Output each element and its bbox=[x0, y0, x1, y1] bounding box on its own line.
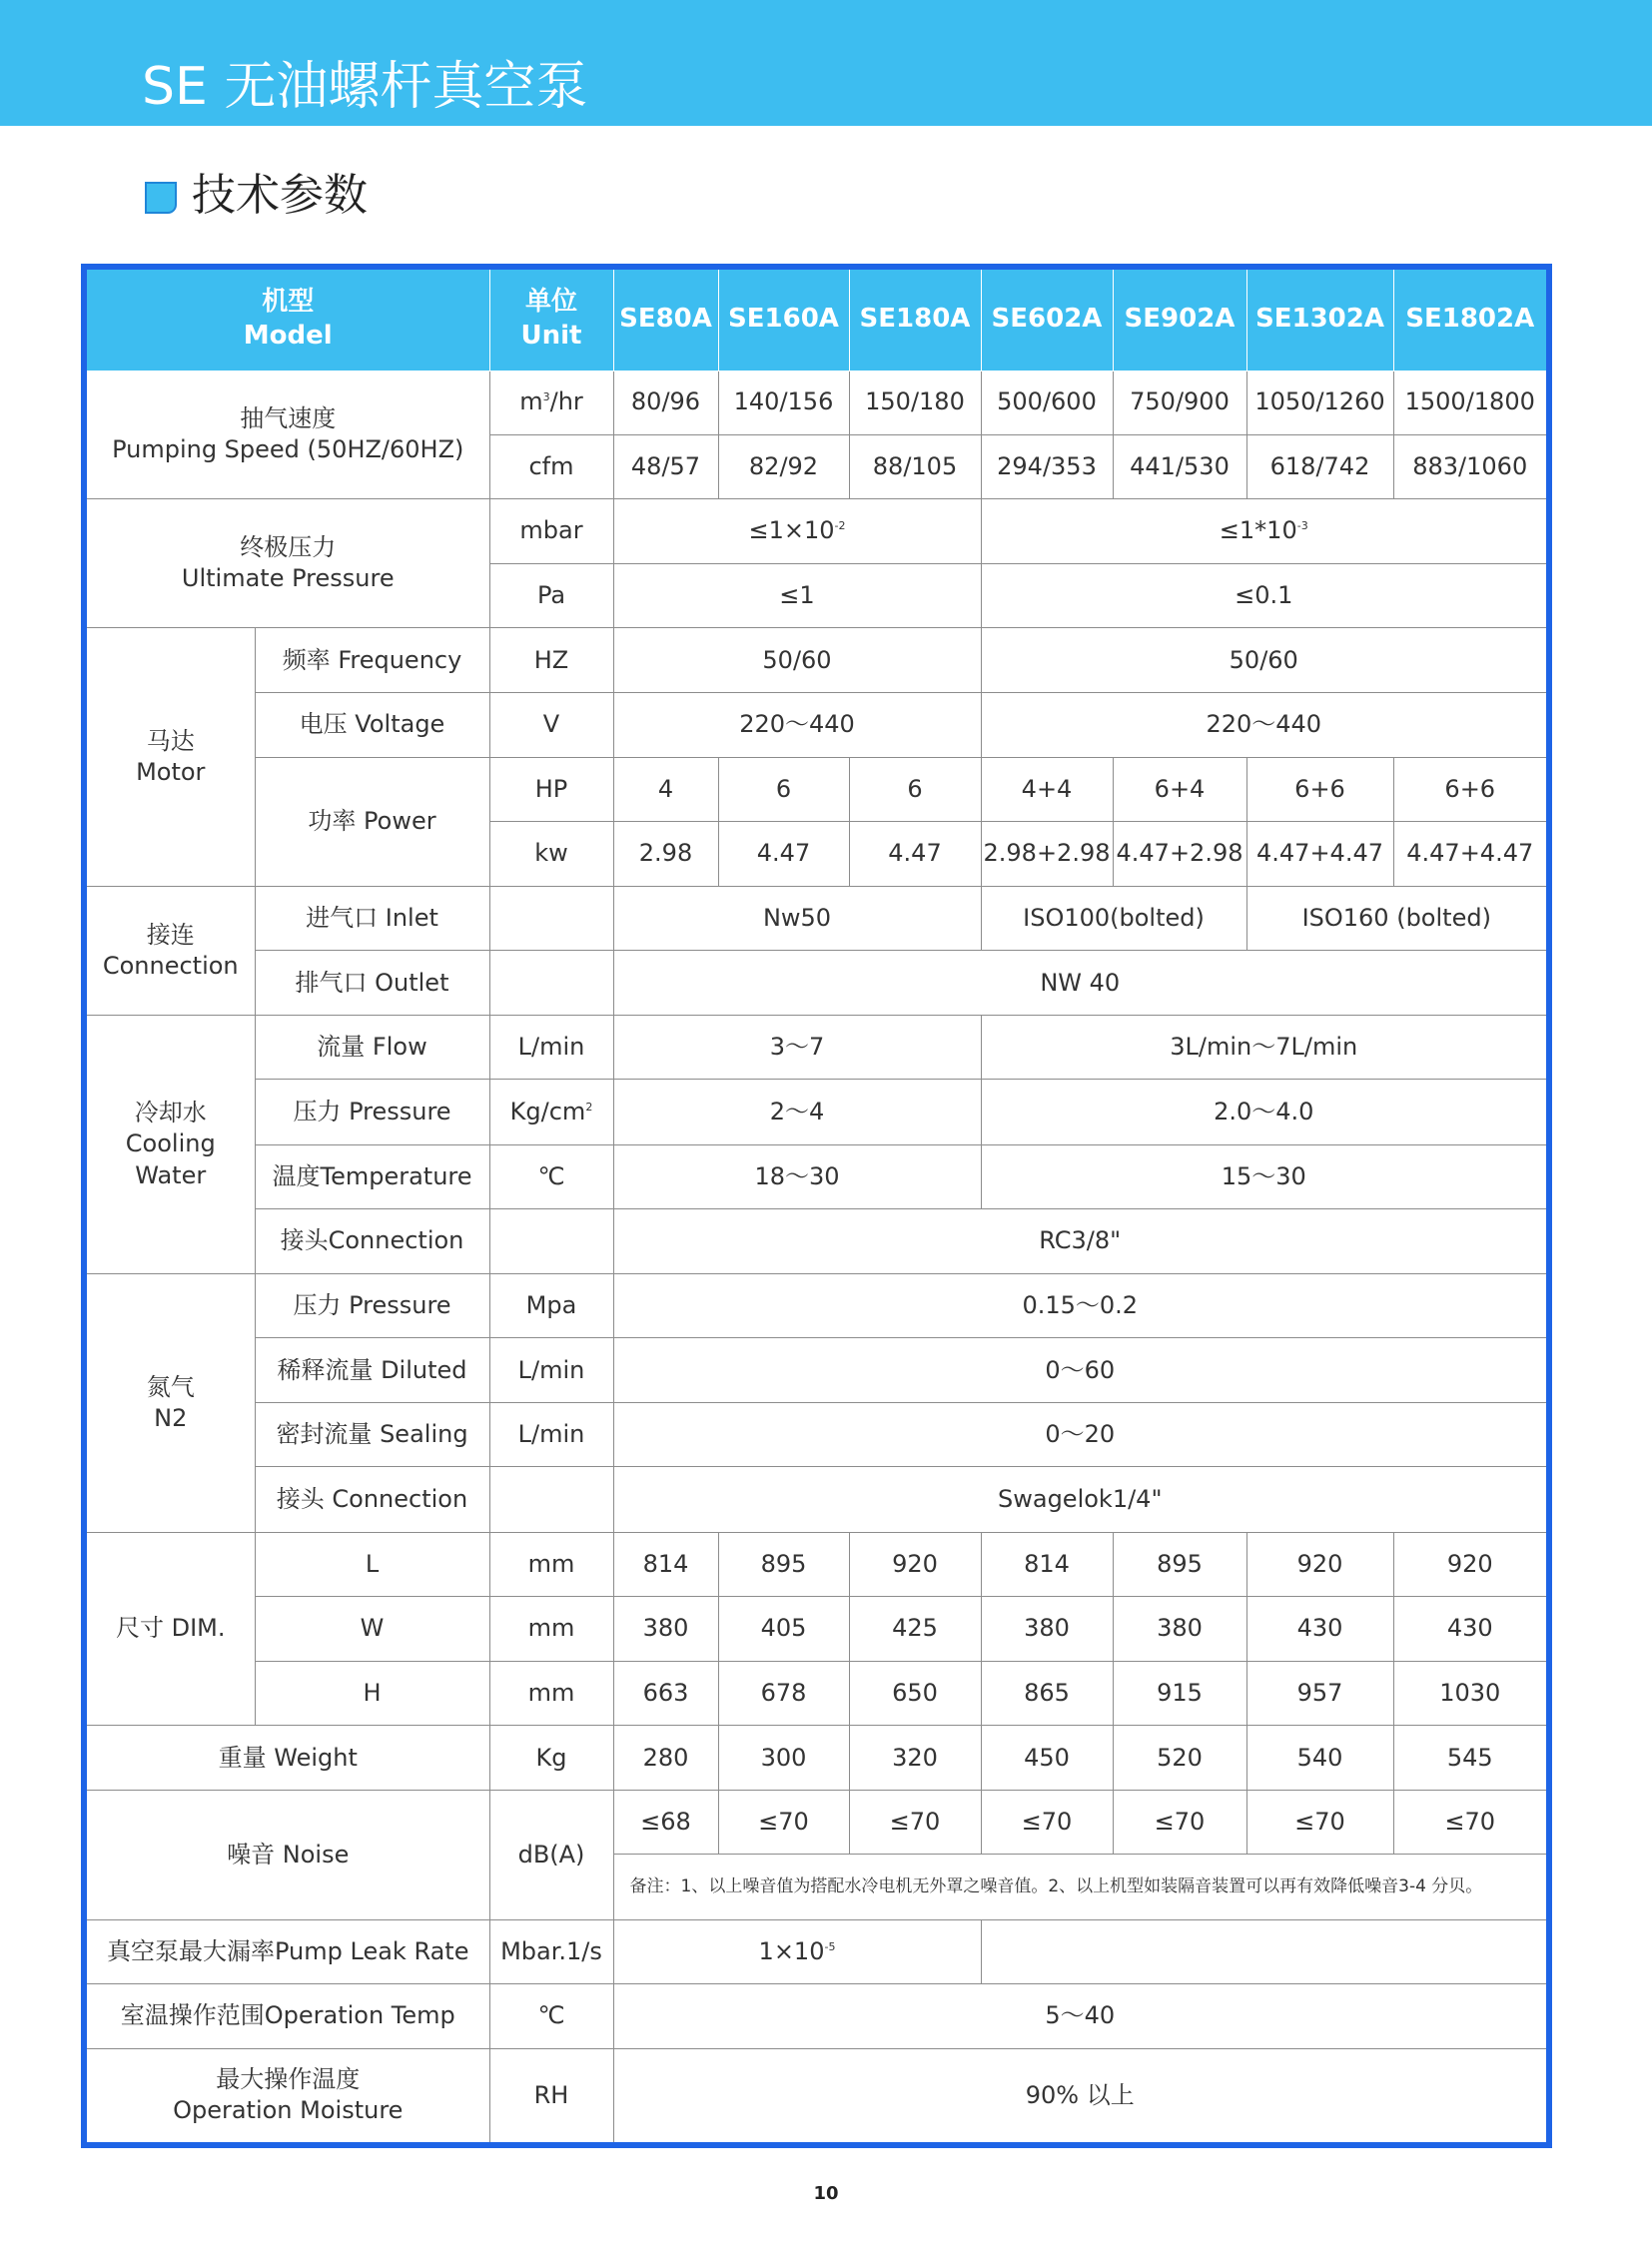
value-cell: 4+4 bbox=[981, 757, 1113, 821]
value-cell: 650 bbox=[849, 1661, 981, 1725]
value-cell: ≤1 bbox=[613, 564, 981, 628]
table-row bbox=[84, 1467, 1549, 1532]
value-cell: 915 bbox=[1113, 1661, 1246, 1725]
table-row bbox=[84, 1338, 1549, 1403]
value-cell: 2.98 bbox=[613, 821, 718, 886]
value-cell: 4.47 bbox=[718, 821, 849, 886]
row-label: 抽气速度 Pumping Speed (50HZ/60HZ) bbox=[84, 371, 489, 498]
row-label: 进气口 Inlet bbox=[255, 886, 489, 950]
value-cell: 814 bbox=[613, 1532, 718, 1596]
value-cell: 441/530 bbox=[1113, 434, 1246, 498]
value-cell: $\le 1*10^{-3}$ bbox=[981, 498, 1549, 563]
model-header: 机型 Model bbox=[84, 267, 489, 371]
value-cell: $\le 1\times 10^{-2}$ bbox=[613, 498, 981, 563]
value-cell: ≤70 bbox=[1246, 1791, 1393, 1855]
row-label: 压力 Pressure bbox=[255, 1273, 489, 1337]
value-cell: ≤70 bbox=[1113, 1791, 1246, 1855]
value-cell: ≤0.1 bbox=[981, 564, 1549, 628]
group-label: 氮气 N2 bbox=[84, 1273, 255, 1532]
unit-cell bbox=[489, 1208, 613, 1273]
value-cell: 4.47+2.98 bbox=[1113, 821, 1246, 886]
unit-cell: $m^3/hr$ bbox=[489, 371, 613, 434]
group-label: 马达 Motor bbox=[84, 628, 255, 887]
value-cell: 920 bbox=[1246, 1532, 1393, 1596]
value-cell: 140/156 bbox=[718, 371, 849, 434]
unit-cell: $Kg/cm^2$ bbox=[489, 1080, 613, 1144]
row-label: 电压 Voltage bbox=[255, 693, 489, 757]
table-row bbox=[84, 1661, 1549, 1725]
value-cell: 280 bbox=[613, 1726, 718, 1791]
value-cell: 80/96 bbox=[613, 371, 718, 434]
value-cell: ≤68 bbox=[613, 1791, 718, 1855]
value-cell: 2.0～4.0 bbox=[981, 1080, 1549, 1144]
value-cell: 3L/min～7L/min bbox=[981, 1016, 1549, 1080]
unit-cell bbox=[489, 886, 613, 950]
table-row bbox=[84, 1273, 1549, 1337]
unit-cell: mbar bbox=[489, 498, 613, 563]
value-cell: 15～30 bbox=[981, 1144, 1549, 1208]
value-cell: 430 bbox=[1246, 1596, 1393, 1661]
unit-cell: mm bbox=[489, 1532, 613, 1596]
unit-cell: mm bbox=[489, 1596, 613, 1661]
unit-cell: Mpa bbox=[489, 1273, 613, 1337]
value-cell: 618/742 bbox=[1246, 434, 1393, 498]
model-col-header: SE180A bbox=[849, 267, 981, 371]
value-cell: 380 bbox=[1113, 1596, 1246, 1661]
value-cell: 90% 以上 bbox=[613, 2048, 1549, 2145]
table-row bbox=[84, 1919, 1549, 1983]
value-cell: 18～30 bbox=[613, 1144, 981, 1208]
section-square-icon bbox=[145, 182, 177, 214]
table-row bbox=[84, 628, 1549, 693]
table-row bbox=[84, 1208, 1549, 1273]
value-cell: 220～440 bbox=[613, 693, 981, 757]
table-row bbox=[84, 951, 1549, 1016]
unit-cell: dB(A) bbox=[489, 1791, 613, 1919]
value-cell: ≤70 bbox=[1393, 1791, 1549, 1855]
row-label: W bbox=[255, 1596, 489, 1661]
row-label: 最大操作温度 Operation Moisture bbox=[84, 2048, 489, 2145]
value-cell: 1500/1800 bbox=[1393, 371, 1549, 434]
table-row bbox=[84, 886, 1549, 950]
unit-cell: L/min bbox=[489, 1016, 613, 1080]
value-cell: 0.15～0.2 bbox=[613, 1273, 1549, 1337]
section-title: 技术参数 bbox=[192, 170, 368, 221]
value-cell: 50/60 bbox=[613, 628, 981, 693]
unit-cell: ℃ bbox=[489, 1983, 613, 2048]
value-cell: ISO160 (bolted) bbox=[1246, 886, 1549, 950]
table-row bbox=[84, 371, 1549, 434]
value-cell: 450 bbox=[981, 1726, 1113, 1791]
value-cell: 300 bbox=[718, 1726, 849, 1791]
page-title: SE 无油螺杆真空泵 bbox=[142, 57, 588, 117]
value-cell: 294/353 bbox=[981, 434, 1113, 498]
value-cell: Swagelok1/4" bbox=[613, 1467, 1549, 1532]
unit-cell: L/min bbox=[489, 1403, 613, 1467]
noise-note: 备注：1、以上噪音值为搭配水冷电机无外罩之噪音值。2、以上机型如装隔音装置可以再有效降低噪音3-4 分贝。 bbox=[613, 1855, 1549, 1919]
row-label: 排气口 Outlet bbox=[255, 951, 489, 1016]
value-cell: 883/1060 bbox=[1393, 434, 1549, 498]
value-cell: 50/60 bbox=[981, 628, 1549, 693]
unit-cell: ℃ bbox=[489, 1144, 613, 1208]
unit-cell: L/min bbox=[489, 1338, 613, 1403]
row-label: L bbox=[255, 1532, 489, 1596]
unit-cell: Kg bbox=[489, 1726, 613, 1791]
value-cell: 895 bbox=[718, 1532, 849, 1596]
value-cell: 0～60 bbox=[613, 1338, 1549, 1403]
value-cell: 82/92 bbox=[718, 434, 849, 498]
value-cell: 6+4 bbox=[1113, 757, 1246, 821]
value-cell: ≤70 bbox=[718, 1791, 849, 1855]
value-cell: 320 bbox=[849, 1726, 981, 1791]
value-cell: 1050/1260 bbox=[1246, 371, 1393, 434]
unit-cell: HP bbox=[489, 757, 613, 821]
value-cell: 865 bbox=[981, 1661, 1113, 1725]
table-row bbox=[84, 1596, 1549, 1661]
unit-header: 单位 Unit bbox=[489, 267, 613, 371]
header-banner bbox=[0, 0, 1652, 126]
model-col-header: SE902A bbox=[1113, 267, 1246, 371]
unit-cell bbox=[489, 1467, 613, 1532]
value-cell: 1030 bbox=[1393, 1661, 1549, 1725]
table-row bbox=[84, 1983, 1549, 2048]
unit-cell: RH bbox=[489, 2048, 613, 2145]
spec-table bbox=[81, 264, 1552, 2148]
page-number: 10 bbox=[813, 2183, 839, 2204]
value-cell: 4.47 bbox=[849, 821, 981, 886]
unit-cell bbox=[489, 951, 613, 1016]
value-cell: RC3/8" bbox=[613, 1208, 1549, 1273]
row-label: 接头 Connection bbox=[255, 1467, 489, 1532]
value-cell: 895 bbox=[1113, 1532, 1246, 1596]
row-label: 压力 Pressure bbox=[255, 1080, 489, 1144]
header-row bbox=[84, 267, 1549, 371]
unit-cell: HZ bbox=[489, 628, 613, 693]
value-cell: 405 bbox=[718, 1596, 849, 1661]
value-cell: 4.47+4.47 bbox=[1393, 821, 1549, 886]
value-cell: 4.47+4.47 bbox=[1246, 821, 1393, 886]
value-cell: 500/600 bbox=[981, 371, 1113, 434]
model-col-header: SE1302A bbox=[1246, 267, 1393, 371]
value-cell: 6 bbox=[718, 757, 849, 821]
row-label: 频率 Frequency bbox=[255, 628, 489, 693]
value-cell: Nw50 bbox=[613, 886, 981, 950]
value-cell: 6+6 bbox=[1246, 757, 1393, 821]
table-row bbox=[84, 757, 1549, 821]
table-row bbox=[84, 1726, 1549, 1791]
row-label: 真空泵最大漏率Pump Leak Rate bbox=[84, 1919, 489, 1983]
value-cell: 220～440 bbox=[981, 693, 1549, 757]
value-cell: 920 bbox=[849, 1532, 981, 1596]
row-label: 稀释流量 Diluted bbox=[255, 1338, 489, 1403]
value-cell: NW 40 bbox=[613, 951, 1549, 1016]
unit-cell: mm bbox=[489, 1661, 613, 1725]
value-cell: 0～20 bbox=[613, 1403, 1549, 1467]
value-cell: 814 bbox=[981, 1532, 1113, 1596]
row-label: 密封流量 Sealing bbox=[255, 1403, 489, 1467]
value-cell: 6+6 bbox=[1393, 757, 1549, 821]
value-cell: 380 bbox=[981, 1596, 1113, 1661]
row-label: 终极压力 Ultimate Pressure bbox=[84, 498, 489, 627]
row-label: 噪音 Noise bbox=[84, 1791, 489, 1919]
value-cell: 2.98+2.98 bbox=[981, 821, 1113, 886]
model-col-header: SE1802A bbox=[1393, 267, 1549, 371]
value-cell: 3～7 bbox=[613, 1016, 981, 1080]
model-col-header: SE602A bbox=[981, 267, 1113, 371]
value-cell: 5～40 bbox=[613, 1983, 1549, 2048]
table-row bbox=[84, 1016, 1549, 1080]
table-row bbox=[84, 2048, 1549, 2145]
value-cell: 540 bbox=[1246, 1726, 1393, 1791]
value-cell: $1\times 10^{-5}$ bbox=[613, 1919, 981, 1983]
value-cell: 678 bbox=[718, 1661, 849, 1725]
value-cell: 520 bbox=[1113, 1726, 1246, 1791]
value-cell: 920 bbox=[1393, 1532, 1549, 1596]
value-cell: 150/180 bbox=[849, 371, 981, 434]
value-cell: 425 bbox=[849, 1596, 981, 1661]
model-col-header: SE160A bbox=[718, 267, 849, 371]
value-cell: 88/105 bbox=[849, 434, 981, 498]
value-cell: 6 bbox=[849, 757, 981, 821]
table-row bbox=[84, 1144, 1549, 1208]
row-label: 接头Connection bbox=[255, 1208, 489, 1273]
group-label: 接连 Connection bbox=[84, 886, 255, 1015]
unit-cell: V bbox=[489, 693, 613, 757]
table-row bbox=[84, 498, 1549, 563]
value-cell: 430 bbox=[1393, 1596, 1549, 1661]
value-cell: ≤70 bbox=[981, 1791, 1113, 1855]
value-cell: 545 bbox=[1393, 1726, 1549, 1791]
model-col-header: SE80A bbox=[613, 267, 718, 371]
table-row bbox=[84, 1791, 1549, 1855]
value-cell: ISO100(bolted) bbox=[981, 886, 1246, 950]
value-cell: 48/57 bbox=[613, 434, 718, 498]
value-cell: 4 bbox=[613, 757, 718, 821]
value-cell: 663 bbox=[613, 1661, 718, 1725]
value-cell: 380 bbox=[613, 1596, 718, 1661]
value-cell: ≤70 bbox=[849, 1791, 981, 1855]
row-label: H bbox=[255, 1661, 489, 1725]
unit-cell: Mbar.1/s bbox=[489, 1919, 613, 1983]
row-label: 功率 Power bbox=[255, 757, 489, 886]
table-row bbox=[84, 1403, 1549, 1467]
unit-cell: Pa bbox=[489, 564, 613, 628]
unit-cell: kw bbox=[489, 821, 613, 886]
group-label: 冷却水 Cooling Water bbox=[84, 1016, 255, 1274]
table-row bbox=[84, 1080, 1549, 1144]
value-cell: 750/900 bbox=[1113, 371, 1246, 434]
unit-cell: cfm bbox=[489, 434, 613, 498]
value-cell: 2～4 bbox=[613, 1080, 981, 1144]
row-label: 温度Temperature bbox=[255, 1144, 489, 1208]
table-row bbox=[84, 693, 1549, 757]
row-label: 重量 Weight bbox=[84, 1726, 489, 1791]
value-cell: 957 bbox=[1246, 1661, 1393, 1725]
row-label: 流量 Flow bbox=[255, 1016, 489, 1080]
row-label: 室温操作范围Operation Temp bbox=[84, 1983, 489, 2048]
table-row bbox=[84, 1532, 1549, 1596]
group-label: 尺寸 DIM. bbox=[84, 1532, 255, 1726]
value-cell bbox=[981, 1919, 1549, 1983]
